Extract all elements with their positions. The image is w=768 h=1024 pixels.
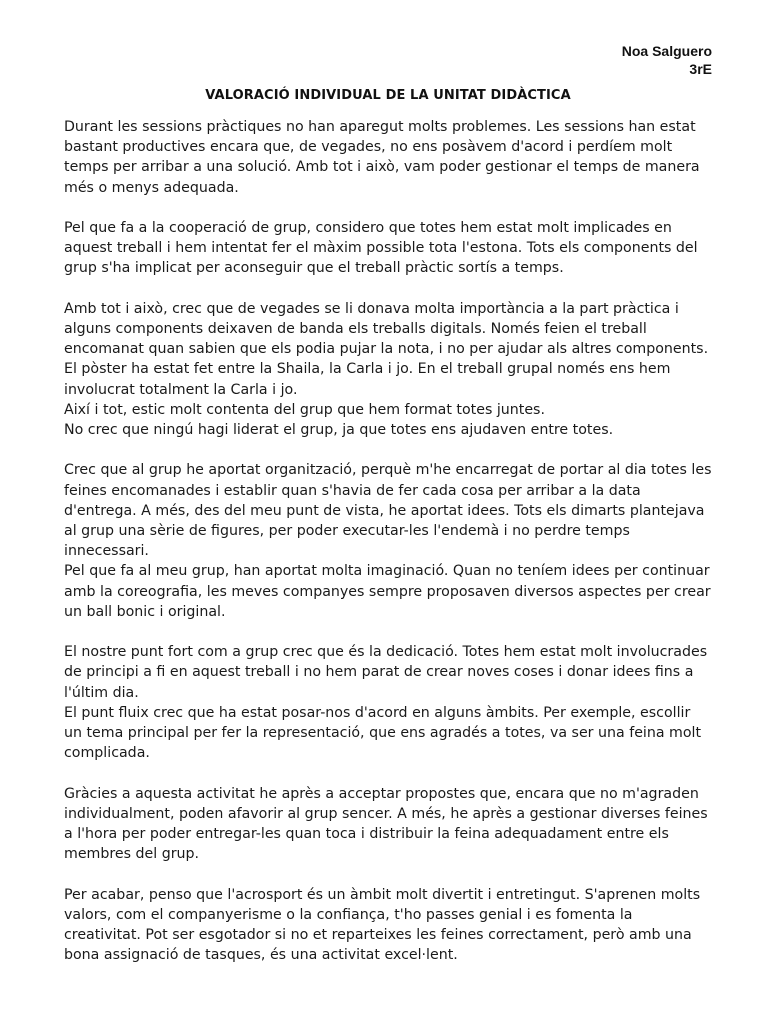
paragraph-cooperation: [64, 218, 712, 279]
paragraph-involvement: [64, 299, 712, 440]
document-page: [64, 42, 712, 986]
paragraph-line: El nostre punt fort com a grup crec que és la dedicació. Totes hem estat molt involucrades de principi a fi en aquest treball i no hem parat de crear noves coses i donar idees fins a l'últim dia.: [64, 644, 708, 701]
paragraph-contributions: [64, 460, 712, 622]
paragraph-learning: [64, 784, 712, 865]
paragraph-sessions: [64, 117, 712, 198]
paragraph-line: Durant les sessions pràctiques no han aparegut molts problemes. Les sessions han estat bastant productives encara que, de vegades, no ens posàvem d'acord i perdíem molt temps per arribar a una solució. Amb tot i això, vam poder gestionar el temps de manera més o menys adequada.: [64, 119, 700, 196]
paragraph-line: Gràcies a aquesta activitat he après a acceptar propostes que, encara que no m'agraden individualment, poden afavorir al grup sencer. A més, he après a gestionar diverses feines a l'hora per poder entregar-les quan toca i distribuir la feina adequadament entre els membres del grup.: [64, 785, 708, 863]
paragraph-conclusion: [64, 885, 712, 966]
paragraph-line: El pòster ha estat fet entre la Shaila, la Carla i jo. En el treball grupal només ens hem involucrat totalment la Carla i jo.: [64, 361, 671, 398]
paragraph-line: El punt fluix crec que ha estat posar-nos d'acord en alguns àmbits. Per exemple, escollir un tema principal per fer la representació, que ens agradés a totes, va ser una feina molt complicada.: [64, 704, 702, 762]
paragraph-line: Per acabar, penso que l'acrosport és un àmbit molt divertit i entretingut. S'aprenen molts valors, com el companyerisme o la confiança, t'ho passes genial i es fomenta la creativitat. Pot ser esgotador si no et reparteixes les feines correctament, però amb una bona assignació de tasques, és una activitat excel·lent.: [64, 886, 701, 964]
author-block: [64, 42, 712, 78]
document-body: [64, 117, 712, 965]
paragraph-line: Amb tot i això, crec que de vegades se li donava molta importància a la part pràctica i alguns components deixaven de banda els treballs digitals. Només feien el treball encomanat quan sabien que els podia pujar la nota, i no per ajudar als altres components.: [64, 300, 709, 358]
author-name: Noa Salguero: [621, 43, 712, 59]
document-title: VALORACIÓ INDIVIDUAL DE LA UNITAT DIDÀCTICA: [205, 88, 571, 103]
paragraph-strengths: [64, 642, 712, 763]
paragraph-line: Crec que al grup he aportat organització, perquè m'he encarregat de portar al dia totes les feines encomanades i establir quan s'havia de fer cada cosa per arribar a la data d'entrega. A més, des del meu punt de vista, he aportat idees. Tots els dimarts plantejava al grup una sèrie de figures, per poder executar-les l'endemà i no perdre temps innecessari.: [64, 462, 712, 560]
paragraph-line: Pel que fa a la cooperació de grup, considero que totes hem estat molt implicades en aquest treball i hem intentat fer el màxim possible tota l'estona. Tots els components del grup s'ha implicat per aconseguir que el treball pràctic sortís a temps.: [64, 220, 698, 277]
class-group: 3rE: [689, 61, 712, 77]
paragraph-line: Pel que fa al meu grup, han aportat molta imaginació. Quan no teníem idees per continuar amb la coreografia, les meves companyes sempre proposaven diversos aspectes per crear un ball bonic i original.: [64, 563, 711, 620]
paragraph-line: Així i tot, estic molt contenta del grup que hem format totes juntes.: [64, 401, 545, 418]
paragraph-line: No crec que ningú hagi liderat el grup, ja que totes ens ajudaven entre totes.: [64, 422, 614, 439]
